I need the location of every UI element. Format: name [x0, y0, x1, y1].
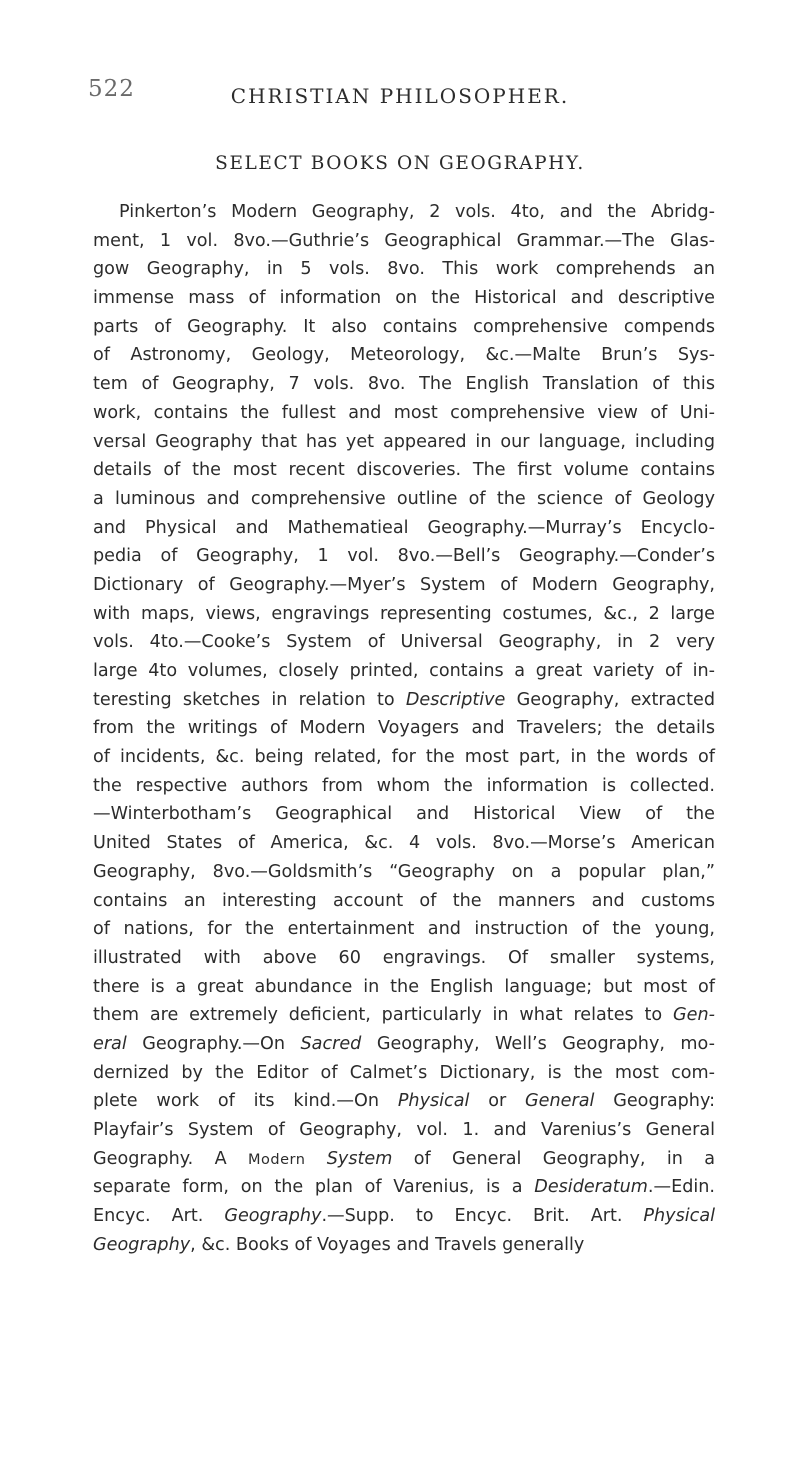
text-line: Dictionary of Geography.—Myer’s System of Modern Geography, [93, 574, 715, 595]
text-line [93, 1202, 715, 1231]
text-line: illustrated with above 60 engravings. Of smaller systems, [93, 947, 715, 968]
text-line: of incidents, &c. being related, for the most part, in the words of [93, 747, 715, 768]
text-line [93, 1087, 715, 1116]
text-line: the respective authors from whom the information is collected. [93, 775, 715, 796]
text-line: immense mass of information on the Historical and descriptive [93, 288, 715, 309]
text-run: .—Supp. to Encyc. Brit. Art. [321, 1206, 644, 1227]
italic-run: Desideratum [534, 1177, 648, 1198]
text-line: a luminous and comprehensive outline of the science of Geology [93, 488, 715, 509]
text-line: Geography, 8vo.—Goldsmith’s “Geography on a popular plan,” [93, 861, 715, 882]
text-run: Geography: [594, 1091, 715, 1112]
text-line: work, contains the fullest and most comprehensive view of Uni- [93, 402, 715, 423]
text-line: dernized by the Editor of Calmet’s Dictionary, is the most com- [93, 1062, 715, 1083]
text-line: Playfair’s System of Geography, vol. 1. and Varenius’s General [93, 1120, 715, 1140]
text-line: of Astronomy, Geology, Meteorology, &c.—Malte Brun’s Sys- [93, 345, 715, 366]
text-line: with maps, views, engravings representing costumes, &c., 2 large [93, 603, 715, 624]
text-run: or [469, 1091, 526, 1112]
text-line: and Physical and Mathematieal Geography.—Murray’s Encyclo- [93, 517, 715, 538]
italic-run: General [525, 1091, 595, 1112]
text-run: Encyc. Art. [93, 1206, 225, 1227]
text-line: —Winterbotham’s Geographical and Historical View of the [93, 804, 715, 825]
text-line: Pinkerton’s Modern Geography, 2 vols. 4to, and the Abridg- [119, 202, 715, 222]
text-line: United States of America, &c. 4 vols. 8vo.—Morse’s American [93, 833, 715, 854]
text-line: ment, 1 vol. 8vo.—Guthrie’s Geographical Grammar.—The Glas- [93, 230, 715, 251]
text-line: of nations, for the entertainment and instruction of the young, [93, 919, 715, 940]
body-paragraph [93, 198, 715, 1259]
text-line: details of the most recent discoveries. The first volume contains [93, 460, 715, 481]
italic-run: Descriptive [405, 689, 506, 710]
text-line: versal Geography that has yet appeared in our language, including [93, 431, 715, 452]
text-run: Geography, Well’s Geography, mo- [361, 1033, 715, 1054]
text-line: gow Geography, in 5 vols. 8vo. This work comprehends an [93, 259, 715, 280]
text-line [93, 686, 715, 715]
text-run: of General Geography, in a [392, 1148, 715, 1169]
text-line [93, 1145, 715, 1174]
text-line: parts of Geography. It also contains comprehensive compends [93, 316, 715, 337]
text-run: separate form, on the plan of Varenius, is a [93, 1177, 535, 1198]
text-line: from the writings of Modern Voyagers and Travelers; the details [93, 718, 715, 739]
text-line: vols. 4to.—Cooke’s System of Universal Geography, in 2 very [93, 632, 715, 653]
text-run: .—Edin. [647, 1177, 715, 1198]
italic-run: Gen- [673, 1005, 715, 1026]
text-run: plete work of its kind.—On [93, 1091, 398, 1112]
italic-run: Geography [224, 1206, 322, 1227]
text-line [93, 1030, 715, 1059]
text-line: large 4to volumes, closely printed, contains a great variety of in- [93, 661, 715, 681]
running-head: CHRISTIAN PHILOSOPHER. [230, 84, 570, 108]
text-run: Geography.—On [126, 1033, 301, 1054]
text-line: pedia of Geography, 1 vol. 8vo.—Bell’s Geography.—Conder’s [93, 546, 715, 567]
text-line [93, 1001, 715, 1030]
text-line [93, 1231, 715, 1260]
text-line: tem of Geography, 7 vols. 8vo. The English Translation of this [93, 374, 715, 395]
italic-run: Sacred [300, 1033, 362, 1054]
page-number: 522 [88, 76, 135, 102]
text-line [93, 1173, 715, 1202]
text-run: , &c. Books of Voyages and Travels generally [190, 1234, 585, 1255]
text-run: them are extremely deficient, particularly in what relates to [93, 1005, 674, 1026]
text-run: Geography. A [93, 1148, 248, 1169]
text-line: there is a great abundance in the English language; but most of [93, 976, 715, 997]
italic-run: eral [93, 1033, 127, 1054]
small-caps-run: Modern [247, 1151, 306, 1168]
italic-run: System [326, 1148, 393, 1169]
italic-run: Geography [93, 1234, 191, 1255]
text-line: contains an interesting account of the manners and customs [93, 890, 715, 911]
text-run [305, 1149, 326, 1169]
text-run: teresting sketches in relation to [93, 689, 406, 710]
italic-run: Physical [643, 1206, 715, 1227]
text-run: Geography, extracted [505, 689, 715, 710]
section-title: SELECT BOOKS ON GEOGRAPHY. [215, 153, 585, 174]
italic-run: Physical [397, 1091, 470, 1112]
